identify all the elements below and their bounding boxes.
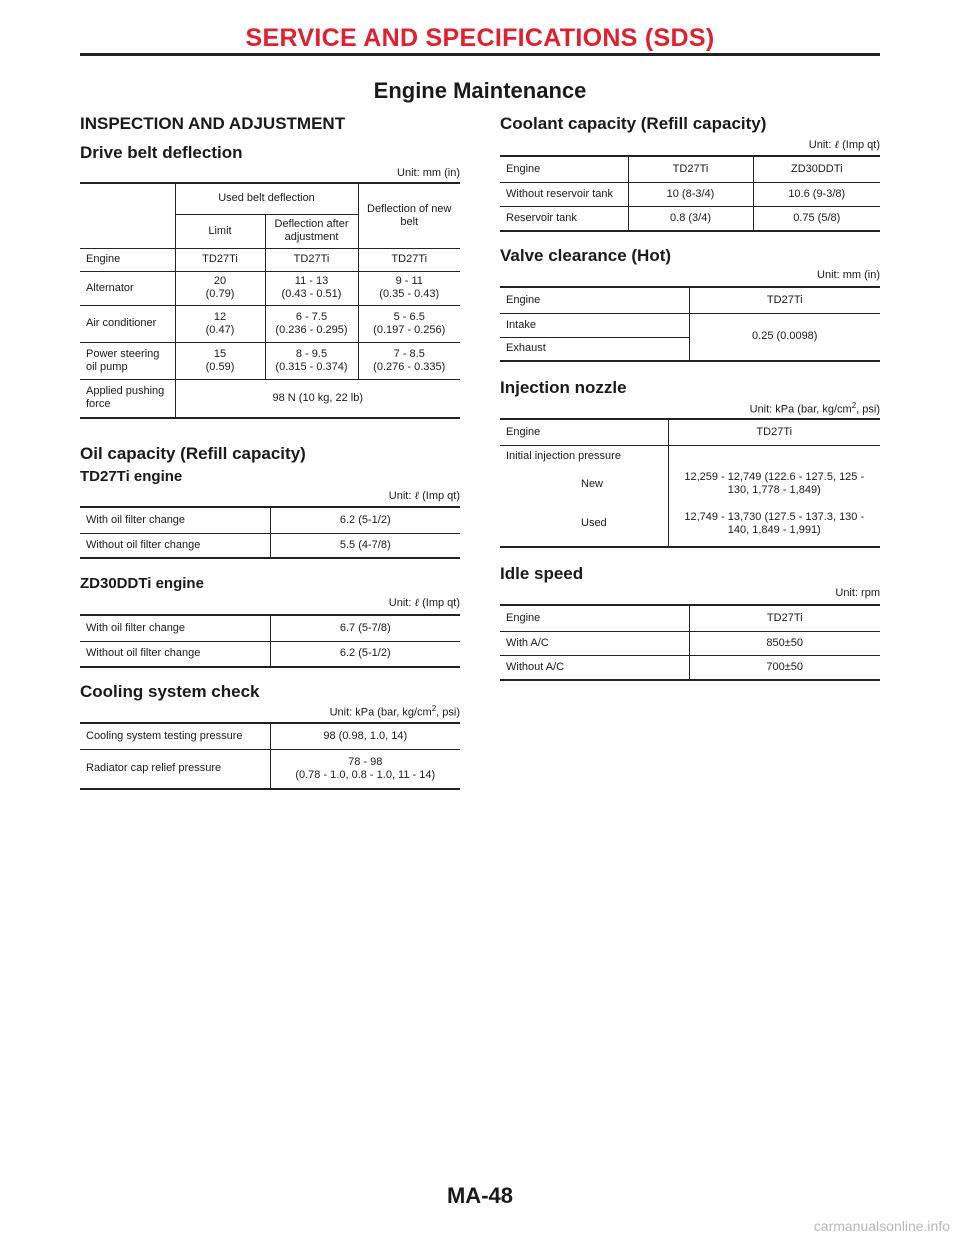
cell-new: 5 - 6.5 (0.197 - 0.256) [358, 305, 460, 342]
row-label: Air conditioner [80, 305, 175, 342]
valve-table [500, 286, 880, 362]
idle-unit: Unit: rpm [835, 587, 880, 599]
drive-belt-heading: Drive belt deflection [80, 143, 243, 162]
cell-new: TD27Ti [358, 248, 460, 271]
unit-suffix: (Imp qt) [839, 139, 880, 151]
table-row [80, 749, 460, 789]
row-col2: 0.75 (5/8) [753, 206, 880, 231]
cell-after: 8 - 9.5 (0.315 - 0.374) [265, 342, 358, 379]
unit-prefix: Unit: kPa (bar, kg/cm [749, 403, 852, 416]
header-label: Engine [500, 605, 689, 631]
table-row [80, 533, 460, 558]
unit-symbol: ℓ [414, 489, 420, 502]
row-value: 700±50 [689, 655, 880, 680]
row-label: Cooling system testing pressure [80, 723, 270, 749]
row-value: 6.2 (5-1/2) [270, 641, 460, 667]
coolant-table [500, 155, 880, 232]
row-label: Power steering oil pump [80, 342, 175, 379]
coolant-unit [500, 138, 880, 151]
oil-capacity-heading: Oil capacity (Refill capacity) [80, 444, 306, 463]
header-col2: ZD30DDTi [790, 162, 843, 175]
idle-heading: Idle speed [500, 564, 584, 583]
table-row [80, 271, 460, 305]
drive-belt-table [80, 182, 460, 419]
page-number: MA-48 [446, 1183, 513, 1208]
header-title: SERVICE AND SPECIFICATIONS (SDS) [245, 24, 715, 52]
valve-value: 0.25 (0.0098) [689, 313, 880, 361]
unit-prefix: Unit: kPa (bar, kg/cm [329, 706, 432, 719]
initial-label: Initial injection pressure [500, 445, 668, 467]
coolant-heading: Coolant capacity (Refill capacity) [500, 114, 767, 133]
row-value: 6.7 (5-7/8) [339, 621, 391, 634]
header-label: Engine [500, 287, 689, 313]
cooling-check-heading: Cooling system check [80, 682, 260, 701]
header-value: TD27Ti [756, 425, 793, 438]
table-row [500, 313, 880, 337]
header-label: Engine [500, 156, 628, 182]
unit-symbol: ℓ [834, 138, 840, 151]
row-value: 850±50 [689, 631, 880, 655]
table-corner [80, 183, 175, 248]
row-label: Reservoir tank [500, 206, 628, 231]
cell-new: 7 - 8.5 (0.276 - 0.335) [358, 342, 460, 379]
header-label: Engine [500, 419, 668, 445]
unit-suffix: (Imp qt) [419, 490, 460, 502]
unit-prefix: Unit: [808, 139, 835, 151]
row-label: With A/C [500, 631, 689, 655]
intake-label: Intake [500, 313, 689, 337]
zd30-oil-table [80, 614, 460, 668]
row-col2: 10.6 (9-3/8) [753, 182, 880, 206]
table-header-row [500, 605, 880, 631]
cell-limit: 12 (0.47) [175, 305, 265, 342]
cooling-check-unit [80, 704, 460, 719]
table-row [80, 615, 460, 641]
row-label: Without oil filter change [80, 533, 270, 558]
row-value: 5.5 (4-7/8) [270, 533, 460, 558]
table-row [500, 445, 880, 467]
zd30-unit [80, 596, 460, 609]
header-value: TD27Ti [766, 611, 803, 624]
row-col1: 10 (8-3/4) [628, 182, 753, 206]
unit-superscript: 2 [431, 704, 437, 713]
cell-limit: 15 (0.59) [175, 342, 265, 379]
row-label: Without oil filter change [80, 641, 270, 667]
zd30-heading: ZD30DDTi engine [80, 575, 204, 592]
inspection-heading: INSPECTION AND ADJUSTMENT [80, 114, 346, 133]
cell-after: TD27Ti [265, 248, 358, 271]
cell-limit: TD27Ti [175, 248, 265, 271]
cell-after: 6 - 7.5 (0.236 - 0.295) [265, 305, 358, 342]
idle-table [500, 604, 880, 681]
used-label: Used [575, 501, 668, 547]
used-value: 12,749 - 13,730 (127.5 - 137.3, 130 - 140, 1,849 - 1,991) [684, 510, 865, 536]
table-row [500, 206, 880, 231]
table-row [80, 641, 460, 667]
cell-new: 9 - 11 (0.35 - 0.43) [358, 271, 460, 305]
row-value: 98 (0.98, 1.0, 14) [323, 729, 408, 742]
row-value: 78 - 98 (0.78 - 1.0, 0.8 - 1.0, 11 - 14) [270, 749, 460, 789]
table-row [80, 305, 460, 342]
table-row [500, 655, 880, 680]
row-label: Alternator [80, 271, 175, 305]
row-label: With oil filter change [80, 615, 270, 641]
new-label: New [575, 467, 668, 501]
table-header-row [500, 287, 880, 313]
exhaust-label: Exhaust [500, 337, 689, 361]
cell-limit: 20 (0.79) [175, 271, 265, 305]
row-label: With oil filter change [80, 507, 270, 533]
drive-belt-unit: Unit: mm (in) [397, 167, 460, 179]
table-row [500, 501, 880, 547]
table-row [80, 342, 460, 379]
unit-prefix: Unit: [388, 597, 415, 609]
spacer-cell [500, 467, 575, 501]
valve-heading: Valve clearance (Hot) [500, 246, 672, 265]
header-value: TD27Ti [766, 293, 803, 306]
after-adjustment-header: Deflection after adjustment [265, 214, 358, 248]
td27ti-heading: TD27Ti engine [80, 468, 183, 485]
limit-header: Limit [175, 214, 265, 248]
injection-heading: Injection nozzle [500, 378, 627, 397]
table-row [500, 631, 880, 655]
row-label: Applied pushing force [80, 379, 175, 418]
unit-suffix: , psi) [436, 706, 460, 719]
td27ti-oil-table [80, 506, 460, 559]
injection-unit [500, 401, 880, 416]
table-row [80, 507, 460, 533]
header-divider [80, 53, 880, 56]
table-header-row [500, 419, 880, 445]
unit-superscript: 2 [851, 401, 857, 410]
row-label: Without A/C [500, 655, 689, 680]
force-value: 98 N (10 kg, 22 lb) [175, 379, 460, 418]
watermark: carmanualsonline.info [813, 1218, 950, 1234]
td27ti-unit [80, 489, 460, 502]
row-label: Radiator cap relief pressure [80, 749, 270, 789]
page-title: Engine Maintenance [373, 78, 587, 103]
table-row [500, 467, 880, 501]
table-row [80, 379, 460, 418]
cooling-check-table [80, 722, 460, 790]
valve-unit: Unit: mm (in) [817, 269, 880, 281]
table-header-row [500, 156, 880, 182]
row-col1: 0.8 (3/4) [628, 206, 753, 231]
used-belt-header: Used belt deflection [175, 183, 358, 214]
table-row [80, 723, 460, 749]
cell-after: 11 - 13 (0.43 - 0.51) [265, 271, 358, 305]
unit-suffix: (Imp qt) [419, 597, 460, 609]
row-value: 6.2 (5-1/2) [339, 513, 391, 526]
injection-table [500, 418, 880, 548]
unit-suffix: , psi) [856, 403, 880, 416]
new-value: 12,259 - 12,749 (122.6 - 127.5, 125 - 130, 1,778 - 1,849) [684, 471, 865, 496]
row-label: Engine [80, 248, 175, 271]
new-belt-header: Deflection of new belt [367, 202, 452, 228]
table-row [80, 248, 460, 271]
unit-symbol: ℓ [414, 596, 420, 609]
table-row [500, 182, 880, 206]
header-col1: TD27Ti [628, 156, 753, 182]
row-label: Without reservoir tank [500, 182, 628, 206]
spacer-cell [500, 501, 575, 547]
initial-value-empty [668, 445, 880, 467]
unit-prefix: Unit: [388, 490, 415, 502]
